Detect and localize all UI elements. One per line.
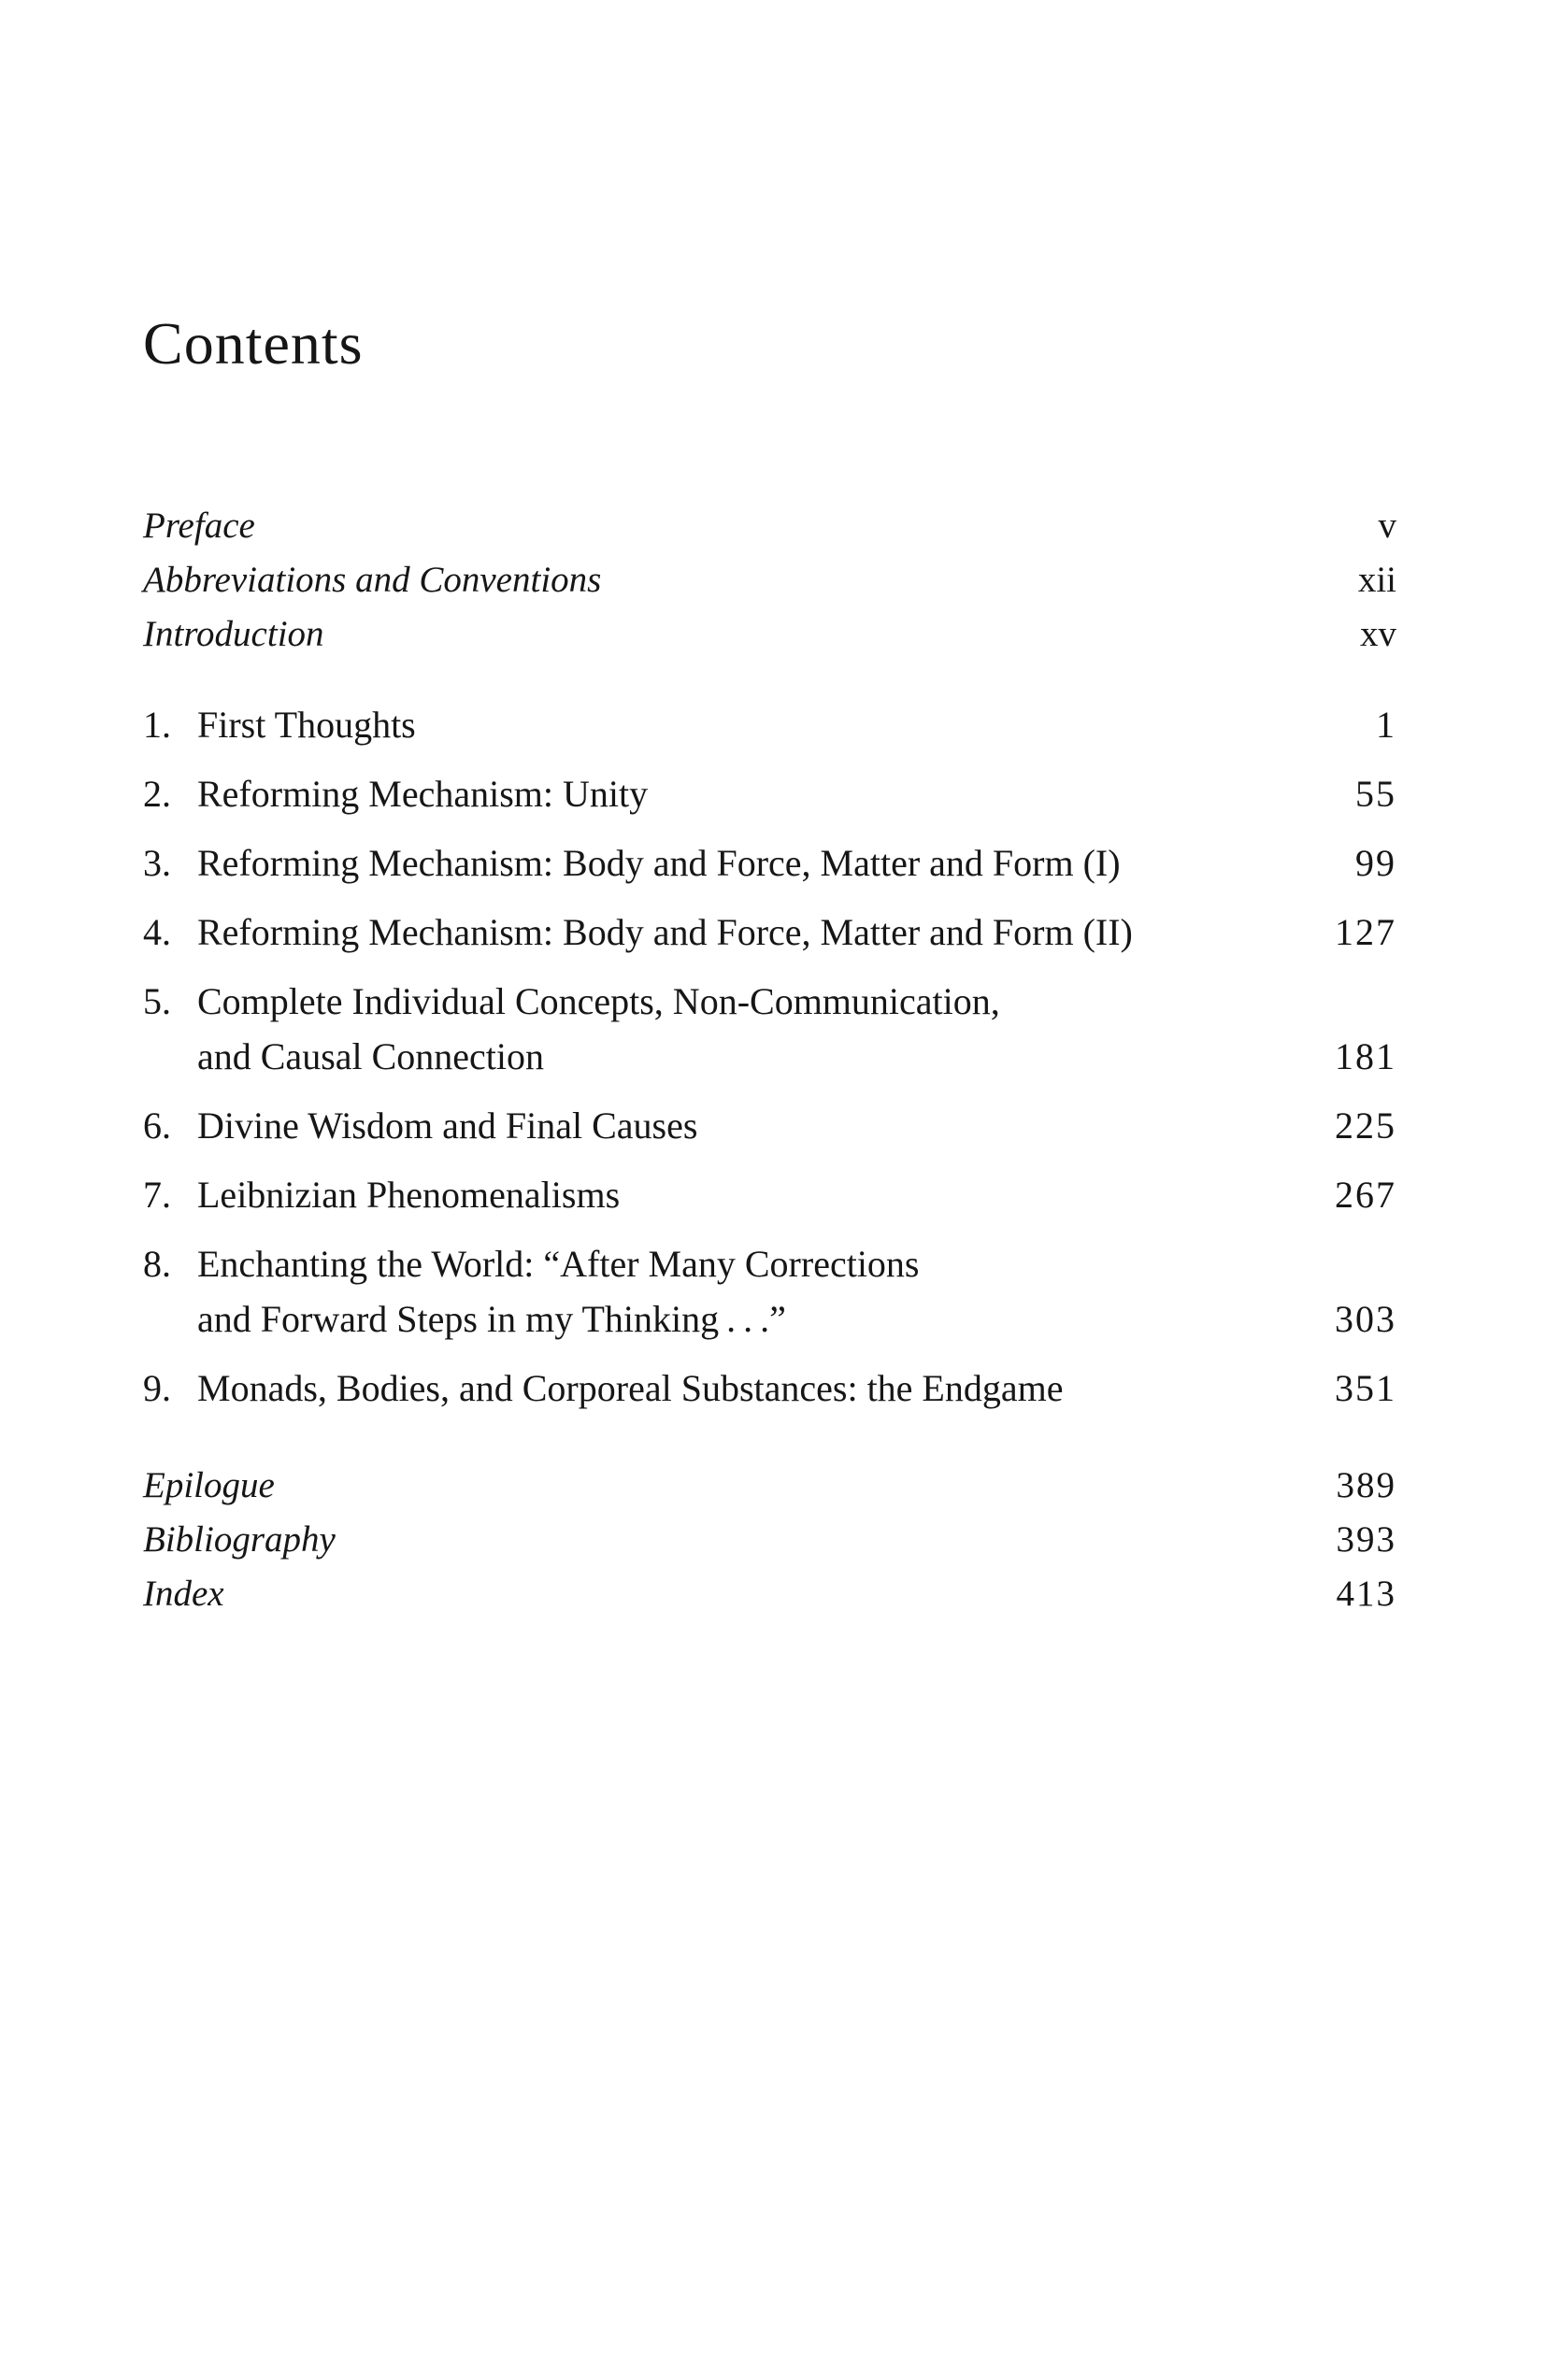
toc-entry-label: Index <box>143 1574 224 1614</box>
chapter-line: Enchanting the World: “After Many Corrections <box>197 1243 920 1285</box>
toc-chapter-row <box>143 697 1396 752</box>
toc-entry-label: Epilogue <box>143 1465 275 1505</box>
chapter-text <box>197 974 1312 1084</box>
chapter-text <box>197 1167 1312 1222</box>
toc-entry <box>143 1567 1396 1621</box>
chapter-number: 7. <box>143 1174 171 1216</box>
chapter-text <box>197 697 1312 752</box>
chapter-page-number: 181 <box>1335 1035 1396 1077</box>
toc-chapter-row <box>143 905 1396 960</box>
toc-entry-page: xii <box>1357 560 1396 600</box>
chapter-page-number: 225 <box>1335 1104 1396 1147</box>
toc-entry-page: 389 <box>1336 1465 1396 1505</box>
chapter-line: and Forward Steps in my Thinking . . .” <box>197 1298 786 1340</box>
toc-chapter-row <box>143 835 1396 891</box>
chapter-line: Complete Individual Concepts, Non-Communication, <box>197 980 1000 1022</box>
chapter-text <box>197 1098 1312 1153</box>
toc-back-matter <box>143 1459 1396 1621</box>
chapter-line: Reforming Mechanism: Unity <box>197 773 649 815</box>
chapter-page-number: 267 <box>1335 1174 1396 1216</box>
toc-entry <box>143 1459 1396 1513</box>
chapter-page-number: 127 <box>1335 911 1396 953</box>
chapter-number: 1. <box>143 704 171 746</box>
toc-entry-label: Bibliography <box>143 1519 336 1560</box>
chapter-number: 2. <box>143 773 171 815</box>
toc-entry <box>143 553 1396 607</box>
toc-entry-page: v <box>1378 506 1396 546</box>
chapter-page-number: 55 <box>1355 773 1396 815</box>
chapter-line: and Causal Connection <box>197 1035 545 1077</box>
toc-chapter-row <box>143 1236 1396 1347</box>
chapter-line: Reforming Mechanism: Body and Force, Matter and Form (I) <box>197 842 1121 884</box>
page-title: Contents <box>143 310 364 377</box>
toc-chapter-row <box>143 766 1396 821</box>
chapter-number: 3. <box>143 842 171 884</box>
chapter-page-number: 1 <box>1376 704 1396 746</box>
chapter-number: 5. <box>143 980 171 1022</box>
chapter-text <box>197 1361 1312 1416</box>
toc-entry <box>143 607 1396 662</box>
chapter-line: First Thoughts <box>197 704 416 746</box>
chapter-line: Reforming Mechanism: Body and Force, Matter and Form (II) <box>197 911 1133 953</box>
toc-entry-label: Preface <box>143 506 255 546</box>
toc-chapter-row <box>143 1361 1396 1416</box>
toc-entry-page: xv <box>1360 614 1396 654</box>
chapter-page-number: 351 <box>1335 1367 1396 1409</box>
chapter-text <box>197 905 1312 960</box>
chapter-number: 6. <box>143 1104 171 1147</box>
chapter-number: 8. <box>143 1243 171 1285</box>
chapter-number: 9. <box>143 1367 171 1409</box>
toc-page <box>143 308 1396 1621</box>
chapter-line: Leibnizian Phenomenalisms <box>197 1174 621 1216</box>
toc-front-matter <box>143 499 1396 662</box>
chapter-number: 4. <box>143 911 171 953</box>
chapter-page-number: 303 <box>1335 1298 1396 1340</box>
chapter-page-number: 99 <box>1355 842 1396 884</box>
toc-entry <box>143 1513 1396 1567</box>
chapter-line: Monads, Bodies, and Corporeal Substances: the Endgame <box>197 1367 1064 1409</box>
chapter-text <box>197 766 1312 821</box>
toc-chapter-row <box>143 1167 1396 1222</box>
toc-entry-page: 413 <box>1336 1574 1396 1614</box>
toc-chapter-row <box>143 974 1396 1084</box>
toc-chapter-row <box>143 1098 1396 1153</box>
toc-entry-label: Abbreviations and Conventions <box>143 560 602 600</box>
toc-entry <box>143 499 1396 553</box>
chapter-line: Divine Wisdom and Final Causes <box>197 1104 698 1147</box>
toc-entry-label: Introduction <box>143 614 324 654</box>
toc-entry-page: 393 <box>1336 1519 1396 1560</box>
chapter-text <box>197 1236 1312 1347</box>
chapter-text <box>197 835 1312 891</box>
toc-chapter-list <box>143 697 1396 1416</box>
